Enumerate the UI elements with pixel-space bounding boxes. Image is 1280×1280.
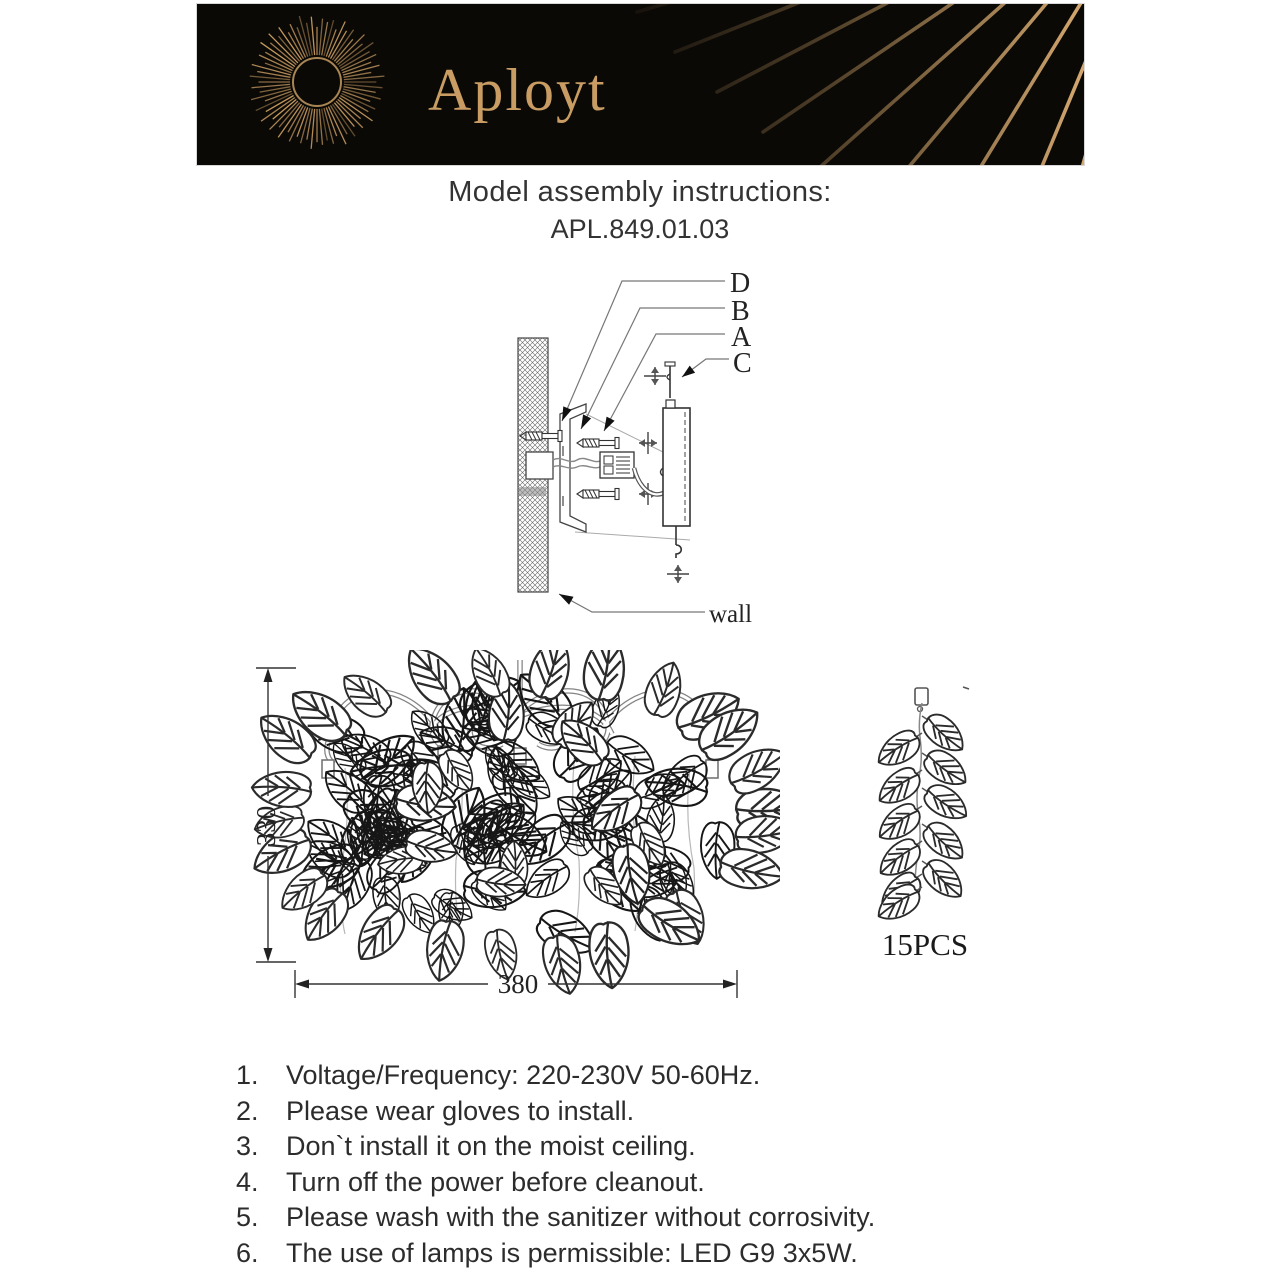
leaf-count-label: 15PCS xyxy=(881,927,969,962)
screw-b-icon xyxy=(577,489,619,500)
dim-arrow-up xyxy=(264,668,273,682)
ray-fan-decoration xyxy=(637,4,1084,165)
item-text: Please wear gloves to install. xyxy=(286,1095,635,1126)
height-dimension-value: 330 xyxy=(251,805,281,847)
page-title: Model assembly instructions: xyxy=(448,176,832,208)
item-text: Please wash with the sanitizer without corrosivity. xyxy=(286,1202,876,1232)
list-item xyxy=(236,1200,1096,1236)
item-text: The use of lamps is permissible: LED G9 3x5W. xyxy=(286,1237,858,1268)
model-number: APL.849.01.03 xyxy=(550,214,730,244)
assembly-diagram xyxy=(460,262,790,650)
list-item xyxy=(236,1165,1096,1201)
wall-anchor-slot xyxy=(519,487,546,496)
dim-arrow-right xyxy=(723,980,737,989)
wingnut-icon xyxy=(644,367,666,385)
instruction-list xyxy=(236,1058,1096,1271)
list-item xyxy=(236,1236,1096,1272)
tick-mark xyxy=(963,687,969,689)
strand-hook xyxy=(915,688,928,705)
wall-screw-icon xyxy=(520,431,562,442)
junction-box xyxy=(526,452,553,479)
item-text: Turn off the power before cleanout. xyxy=(286,1166,705,1197)
lamp-backplate xyxy=(661,400,691,526)
wingnut-icon xyxy=(667,565,689,583)
part-label-a: A xyxy=(731,322,752,353)
item-text: Voltage/Frequency: 220-230V 50-60Hz. xyxy=(286,1060,761,1090)
wall-label: wall xyxy=(709,601,753,628)
screw-c-icon xyxy=(665,362,675,398)
item-text: Don`t install it on the moist ceiling. xyxy=(286,1131,696,1161)
width-dimension-value: 380 xyxy=(497,969,539,999)
item-number: 4. xyxy=(236,1166,259,1197)
leaf-strand-diagram xyxy=(840,675,1015,975)
bottom-screw-icon xyxy=(676,526,681,558)
list-item xyxy=(236,1058,1096,1094)
dimension-drawing xyxy=(240,650,780,1020)
list-item xyxy=(236,1129,1096,1165)
part-label-c: C xyxy=(733,348,752,379)
screw-a-icon xyxy=(577,438,619,449)
brand-banner xyxy=(197,4,1084,165)
strand-leaves xyxy=(871,708,973,928)
item-number: 3. xyxy=(236,1131,259,1161)
brand-logo-text: Aployt xyxy=(428,57,607,123)
dim-arrow-down xyxy=(264,948,273,962)
wingnut-icon xyxy=(639,432,657,454)
item-number: 5. xyxy=(236,1202,259,1232)
item-number: 6. xyxy=(236,1237,259,1268)
item-number: 2. xyxy=(236,1095,259,1126)
list-item xyxy=(236,1094,1096,1130)
terminal-block xyxy=(600,452,634,478)
item-number: 1. xyxy=(236,1060,259,1090)
part-label-b: B xyxy=(731,296,750,327)
banner-art xyxy=(197,4,1084,165)
sunburst-center xyxy=(295,60,339,104)
dim-arrow-left xyxy=(295,980,309,989)
part-label-d: D xyxy=(730,268,751,299)
title-block xyxy=(0,176,1280,245)
